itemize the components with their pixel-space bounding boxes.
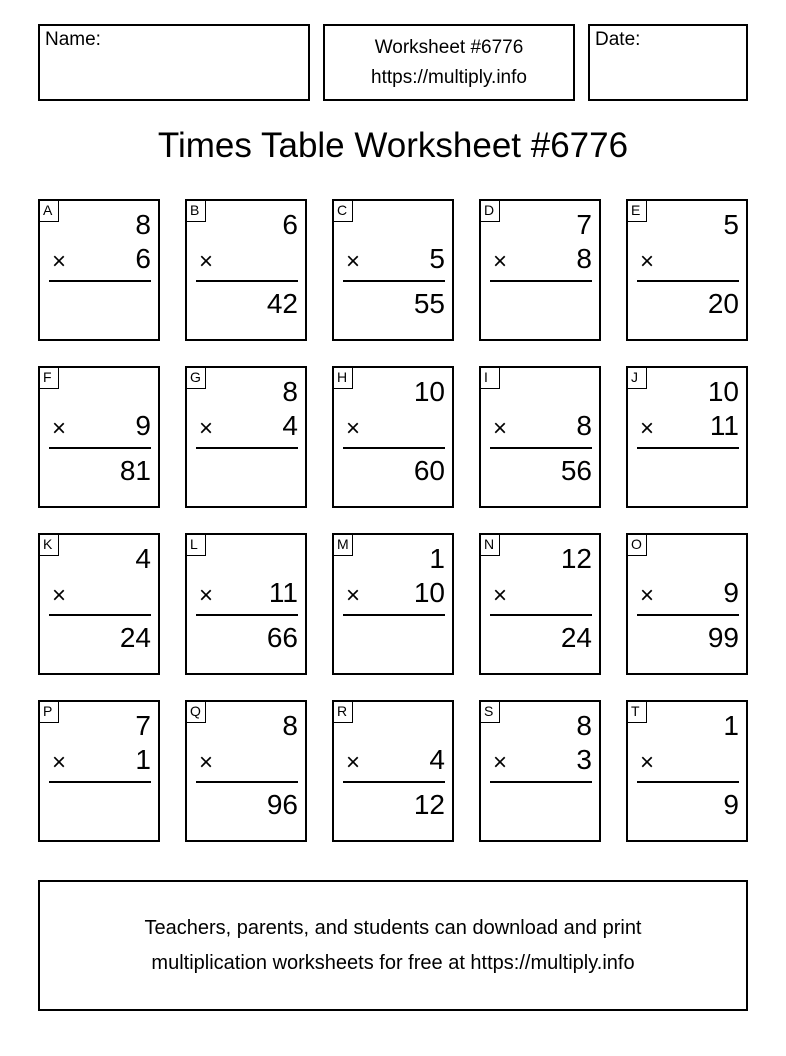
top-factor: 7 [135, 710, 151, 741]
answer-rule [490, 781, 592, 783]
problem-t[interactable] [626, 700, 748, 842]
product-value: 66 [266, 622, 298, 653]
problem-q[interactable] [185, 700, 307, 842]
top-factor: 1 [723, 710, 739, 741]
answer-rule [490, 280, 592, 282]
problem-f[interactable] [38, 366, 160, 508]
bottom-factor: 8 [576, 243, 592, 274]
product-value: 81 [119, 455, 151, 486]
answer-rule [637, 614, 739, 616]
bottom-factor: 9 [135, 410, 151, 441]
top-factor: 1 [429, 543, 445, 574]
problem-letter: N [481, 535, 500, 556]
problem-letter: O [628, 535, 647, 556]
problem-b[interactable] [185, 199, 307, 341]
times-sign: × [493, 248, 508, 275]
worksheet-info-box [323, 24, 575, 101]
name-label: Name: [45, 29, 101, 50]
answer-rule [49, 781, 151, 783]
top-factor: 10 [707, 376, 739, 407]
problem-r[interactable] [332, 700, 454, 842]
times-sign: × [199, 749, 214, 776]
product-value: 24 [560, 622, 592, 653]
bottom-factor: 11 [268, 577, 298, 608]
times-sign: × [199, 415, 214, 442]
problem-a[interactable] [38, 199, 160, 341]
product-value: 24 [119, 622, 151, 653]
times-sign: × [52, 749, 67, 776]
times-sign: × [493, 582, 508, 609]
bottom-factor: 1 [135, 744, 151, 775]
name-field-box[interactable] [38, 24, 310, 101]
problem-h[interactable] [332, 366, 454, 508]
bottom-factor: 5 [429, 243, 445, 274]
answer-rule [49, 614, 151, 616]
problem-letter: T [628, 702, 647, 723]
answer-rule [196, 447, 298, 449]
times-sign: × [346, 248, 361, 275]
answer-rule [196, 614, 298, 616]
times-sign: × [640, 248, 655, 275]
product-value: 56 [560, 455, 592, 486]
bottom-factor: 4 [282, 410, 298, 441]
answer-rule [490, 614, 592, 616]
top-factor: 8 [282, 376, 298, 407]
problem-l[interactable] [185, 533, 307, 675]
bottom-factor: 8 [576, 410, 592, 441]
problem-letter: P [40, 702, 59, 723]
problem-g[interactable] [185, 366, 307, 508]
answer-rule [490, 447, 592, 449]
problem-letter: F [40, 368, 59, 389]
problem-i[interactable] [479, 366, 601, 508]
times-sign: × [346, 749, 361, 776]
bottom-factor: 4 [429, 744, 445, 775]
bottom-factor: 11 [709, 410, 739, 441]
bottom-factor: 9 [723, 577, 739, 608]
times-sign: × [199, 248, 214, 275]
product-value: 60 [413, 455, 445, 486]
top-factor: 6 [282, 209, 298, 240]
problem-letter: L [187, 535, 206, 556]
answer-rule [637, 447, 739, 449]
problem-j[interactable] [626, 366, 748, 508]
top-factor: 8 [282, 710, 298, 741]
top-factor: 10 [413, 376, 445, 407]
problem-letter: C [334, 201, 353, 222]
product-value: 12 [413, 789, 445, 820]
problem-n[interactable] [479, 533, 601, 675]
problem-letter: I [481, 368, 500, 389]
bottom-factor: 6 [135, 243, 151, 274]
bottom-factor: 3 [576, 744, 592, 775]
product-value: 42 [266, 288, 298, 319]
problem-letter: Q [187, 702, 206, 723]
problem-letter: B [187, 201, 206, 222]
problem-letter: M [334, 535, 353, 556]
times-sign: × [493, 415, 508, 442]
problem-letter: R [334, 702, 353, 723]
times-sign: × [346, 582, 361, 609]
worksheet-url: https://multiply.info [371, 67, 527, 88]
answer-rule [49, 447, 151, 449]
answer-rule [343, 781, 445, 783]
answer-rule [196, 280, 298, 282]
answer-rule [343, 447, 445, 449]
problem-letter: K [40, 535, 59, 556]
date-field-box[interactable] [588, 24, 748, 101]
problem-letter: G [187, 368, 206, 389]
answer-rule [343, 280, 445, 282]
page-title: Times Table Worksheet #6776 [157, 126, 629, 165]
worksheet-number: Worksheet #6776 [374, 37, 524, 58]
problem-letter: S [481, 702, 500, 723]
times-sign: × [493, 749, 508, 776]
times-sign: × [52, 582, 67, 609]
bottom-factor: 10 [413, 577, 445, 608]
answer-rule [343, 614, 445, 616]
footer-box [38, 880, 748, 1011]
date-label: Date: [595, 29, 641, 50]
problem-letter: A [40, 201, 59, 222]
problem-o[interactable] [626, 533, 748, 675]
problem-p[interactable] [38, 700, 160, 842]
product-value: 20 [707, 288, 739, 319]
problem-letter: E [628, 201, 647, 222]
top-factor: 4 [135, 543, 151, 574]
answer-rule [196, 781, 298, 783]
times-sign: × [640, 582, 655, 609]
times-sign: × [199, 582, 214, 609]
product-value: 99 [707, 622, 739, 653]
top-factor: 8 [135, 209, 151, 240]
times-sign: × [640, 415, 655, 442]
problem-letter: H [334, 368, 353, 389]
problem-d[interactable] [479, 199, 601, 341]
times-sign: × [346, 415, 361, 442]
problem-s[interactable] [479, 700, 601, 842]
top-factor: 12 [560, 543, 592, 574]
problem-letter: D [481, 201, 500, 222]
footer-line-2: multiplication worksheets for free at https://multiply.info [151, 952, 635, 974]
footer-line-1: Teachers, parents, and students can download and print [144, 917, 642, 939]
problem-c[interactable] [332, 199, 454, 341]
problem-e[interactable] [626, 199, 748, 341]
product-value: 9 [723, 789, 739, 820]
product-value: 96 [266, 789, 298, 820]
answer-rule [49, 280, 151, 282]
product-value: 55 [413, 288, 445, 319]
times-sign: × [52, 248, 67, 275]
answer-rule [637, 280, 739, 282]
top-factor: 7 [576, 209, 592, 240]
problem-k[interactable] [38, 533, 160, 675]
top-factor: 8 [576, 710, 592, 741]
problem-m[interactable] [332, 533, 454, 675]
answer-rule [637, 781, 739, 783]
times-sign: × [52, 415, 67, 442]
problem-letter: J [628, 368, 647, 389]
top-factor: 5 [723, 209, 739, 240]
times-sign: × [640, 749, 655, 776]
